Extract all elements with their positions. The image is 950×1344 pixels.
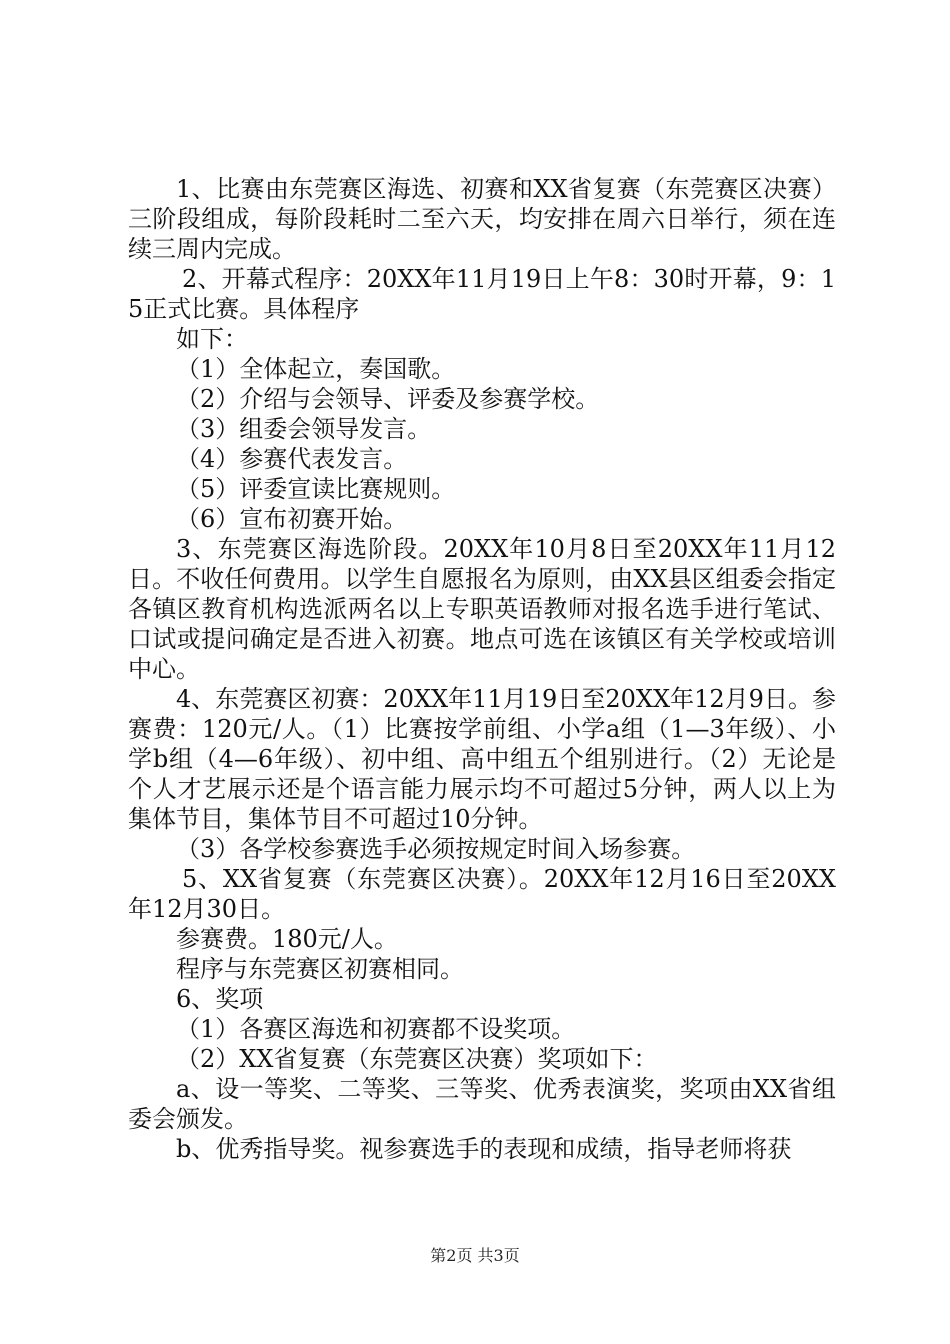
paragraph-1: 1、比赛由东莞赛区海选、初赛和XX省复赛（东莞赛区决赛）三阶段组成，每阶段耗时二至六天，均安排在周六日举行，须在连续三周内完成。 [128, 175, 836, 263]
paragraph-19: a、设一等奖、二等奖、三等奖、优秀表演奖，奖项由XX省组委会颁发。 [128, 1075, 836, 1133]
paragraph-4: （1）全体起立，奏国歌。 [176, 355, 456, 383]
paragraph-5: （2）介绍与会领导、评委及参赛学校。 [176, 385, 600, 413]
paragraph-17: （1）各赛区海选和初赛都不设奖项。 [176, 1015, 576, 1043]
paragraph-9: （6）宣布初赛开始。 [176, 505, 408, 533]
paragraph-18: （2）XX省复赛（东莞赛区决赛）奖项如下： [176, 1045, 658, 1073]
paragraph-7: （4）参赛代表发言。 [176, 445, 408, 473]
paragraph-11: 4、东莞赛区初赛：20XX年11月19日至20XX年12月9日。参赛费：120元/人。（1）比赛按学前组、小学a组（1—3年级）、小学b组（4—6年级）、初中组、高中组五个组别进行。（2）无论是个人才艺展示还是个语言能力展示均不可超过5分钟，两人以上为集体节目，集体节目不可超过10分钟。 [128, 685, 836, 833]
paragraph-16: 6、奖项 [176, 985, 264, 1013]
paragraph-10: 3、东莞赛区海选阶段。20XX年10月8日至20XX年11月12日。不收任何费用。以学生自愿报名为原则，由XX县区组委会指定各镇区教育机构选派两名以上专职英语教师对报名选手进行笔试、口试或提问确定是否进入初赛。地点可选在该镇区有关学校或培训中心。 [128, 535, 836, 683]
paragraph-20: b、优秀指导奖。视参赛选手的表现和成绩，指导老师将获 [176, 1135, 792, 1163]
paragraph-14: 参赛费。180元/人。 [176, 925, 398, 953]
document-body [128, 174, 836, 1164]
paragraph-15: 程序与东莞赛区初赛相同。 [176, 955, 464, 983]
paragraph-8: （5）评委宣读比赛规则。 [176, 475, 456, 503]
page-footer: 第2页 共3页 [430, 1246, 520, 1265]
paragraph-6: （3）组委会领导发言。 [176, 415, 432, 443]
paragraph-13: 5、XX省复赛（东莞赛区决赛）。20XX年12月16日至20XX年12月30日。 [128, 865, 836, 923]
paragraph-12: （3）各学校参赛选手必须按规定时间入场参赛。 [176, 835, 696, 863]
paragraph-3: 如下： [176, 325, 248, 353]
paragraph-2: 2、开幕式程序：20XX年11月19日上午8：30时开幕，9：15正式比赛。具体程序 [128, 265, 836, 323]
